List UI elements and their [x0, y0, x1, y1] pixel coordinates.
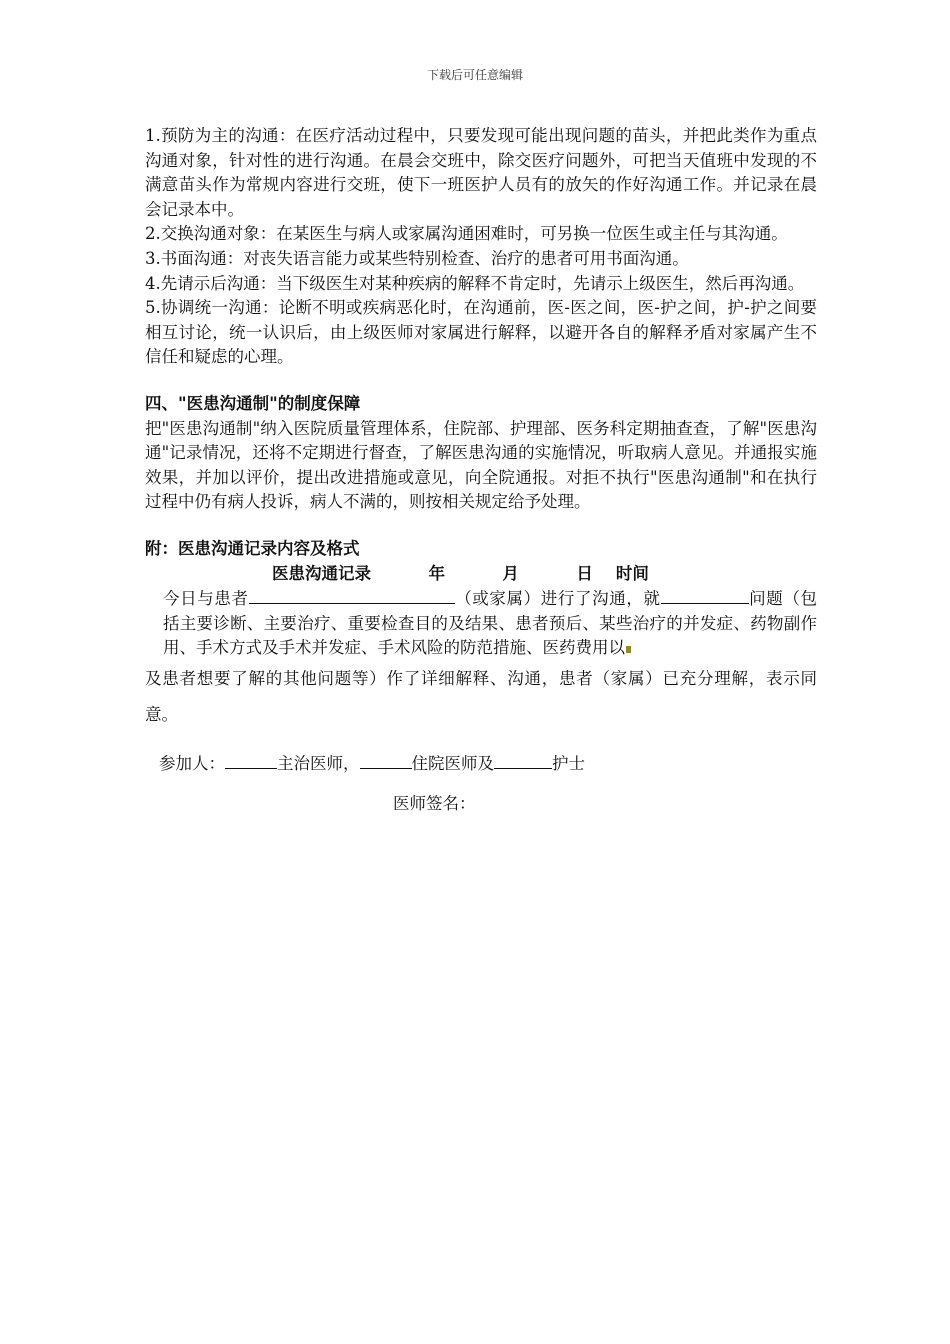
resident-blank[interactable] — [360, 751, 412, 769]
record-text-b: （或家属）进行了沟通，就 — [454, 589, 661, 609]
attending-label: 主治医师， — [277, 753, 360, 773]
appendix-heading: 附：医患沟通记录内容及格式 — [145, 538, 360, 558]
resident-label: 住院医师及 — [411, 753, 494, 773]
record-day-label: 日 — [576, 563, 593, 583]
topic-blank[interactable] — [661, 586, 749, 604]
spacer — [145, 370, 817, 392]
record-paragraph-2: 及患者想要了解的其他问题等）作了详细解释、沟通，患者（家属）已充分理解，表示同意。 — [145, 668, 817, 724]
section4-heading: 四、"医患沟通制"的制度保障 — [145, 393, 361, 413]
method-3: 3.书面沟通：对丧失语言能力或某些特别检查、治疗的患者可用书面沟通。 — [145, 248, 689, 268]
spacer — [145, 515, 817, 537]
record-paragraph — [145, 586, 817, 661]
record-year-label: 年 — [428, 563, 445, 583]
section4-body: 把"医患沟通制"纳入医院质量管理体系，住院部、护理部、医务科定期抽查查，了解"医患沟通"记录情况，还将不定期进行督查，了解医患沟通的实施情况，听取病人意见。并通报实施效果，并加以评价，提出改进措施或意见，向全院通报。对拒不执行"医患沟通制"和在执行过程中仍有病人投诉，病人不满的，则按相关规定给予处理。 — [145, 418, 817, 512]
record-text-a: 今日与患者 — [163, 589, 249, 609]
attending-blank[interactable] — [225, 751, 277, 769]
page-header: 下载后可任意编辑 — [426, 68, 523, 82]
document-body — [145, 124, 817, 817]
record-time-label: 时间 — [615, 563, 649, 583]
patient-name-blank[interactable] — [249, 586, 455, 604]
nurse-label: 护士 — [552, 753, 585, 773]
record-title: 医患沟通记录 — [272, 563, 371, 583]
paragraph-mark-icon — [626, 646, 631, 653]
record-text-c: 问题（包括主要诊断、主要治疗、重要检查目的及结果、患者预后、某些治疗的并发症、药物副作用、手术方式及手术并发症、手术风险的防范措施、医药费用以 — [163, 589, 818, 658]
participants-label: 参加人： — [159, 753, 225, 773]
method-5: 5.协调统一沟通：论断不明或疾病恶化时，在沟通前，医-医之间，医-护之间，护-护之间要相互讨论，统一认识后，由上级医师对家属进行解释，以避开各自的解释矛盾对家属产生不信任和疑虑的心理。 — [145, 298, 817, 367]
participants-line — [145, 751, 817, 777]
method-1: 1.预防为主的沟通：在医疗活动过程中，只要发现可能出现问题的苗头，并把此类作为重点沟通对象，针对性的进行沟通。在晨会交班中，除交医疗问题外，可把当天值班中发现的不满意苗头作为常规内容进行交班，使下一班医护人员有的放矢的作好沟通工作。并记录在晨会记录本中。 — [145, 126, 817, 219]
method-4: 4.先请示后沟通：当下级医生对某种疾病的解释不肯定时，先请示上级医生，然后再沟通。 — [145, 273, 805, 293]
record-month-label: 月 — [502, 563, 519, 583]
signature-line: 医师签名： — [393, 794, 476, 814]
nurse-blank[interactable] — [494, 751, 552, 769]
method-2: 2.交换沟通对象：在某医生与病人或家属沟通困难时，可另换一位医生或主任与其沟通。 — [145, 224, 788, 244]
record-title-line — [145, 562, 817, 587]
